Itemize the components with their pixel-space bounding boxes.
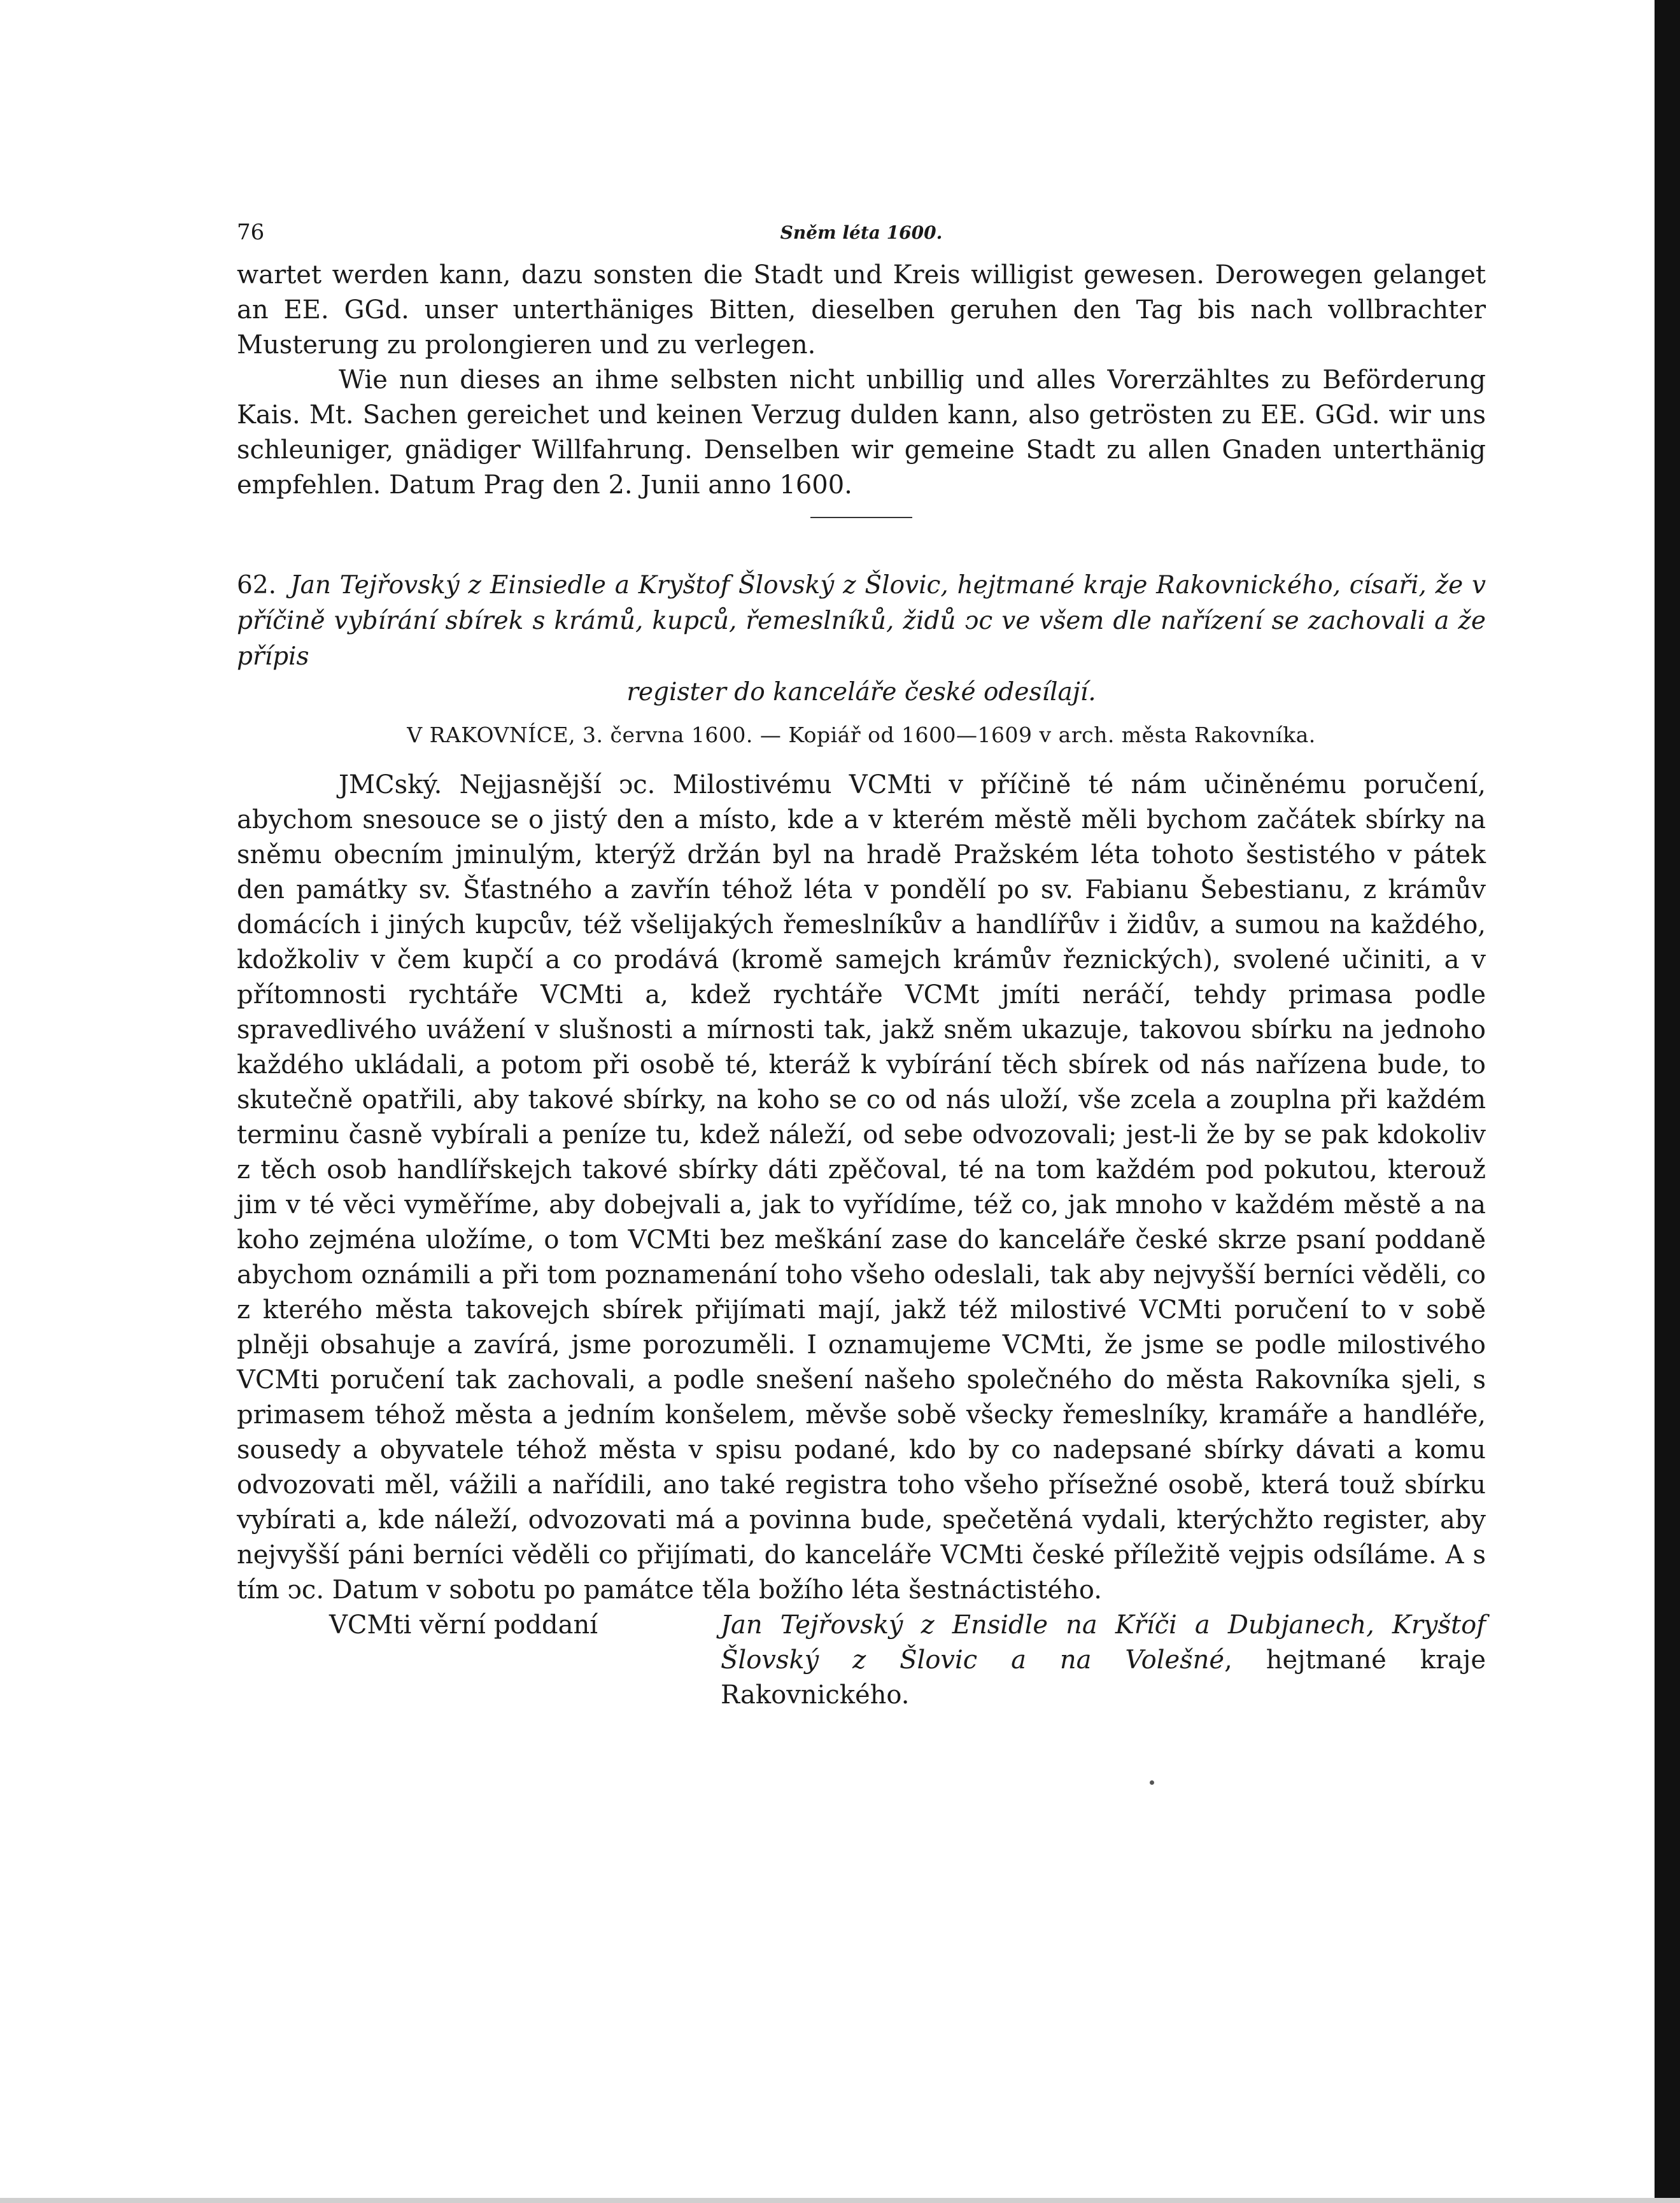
document-heading [237,568,1486,675]
scan-speck [1150,1780,1154,1785]
document-heading-last-line: register do kanceláře české odesílají. [626,678,1096,707]
page-header [237,220,1486,258]
previous-document-paragraph-2: Wie nun dieses an ihme selbsten nicht unbillig und alles Vorerzähltes zu Beförderung Kais. Mt. Sachen gereichet und keinen Verzug dulden kann, also getrösten zu EE. GGd. wir uns schleuniger, gnädiger Willfahrung. Denselben wir gemeine Stadt zu allen Gnaden unterthänig empfehlen. Datum Prag den 2. Junii anno 1600. [237,365,1486,500]
scan-border-right [1655,0,1680,2203]
book-page [237,220,1486,1710]
signature-names-italic: Jan Tejřovský z Ensidle na Kříči a Dubjanech, Kryštof Šlovský z Šlovic a na Volešné [721,1610,1486,1675]
document-source-line: V RAKOVNÍCE, 3. června 1600. — Kopiář od 1600—1609 v arch. města Rakovníka. [407,722,1316,747]
signature-title: , hejtmané kraje Rakovnického. [721,1645,1486,1710]
document-number: 62. [237,571,277,600]
signature-closing: VCMti věrní poddaní [329,1610,598,1640]
document-body: JMCský. Nejjasnější ↄc. Milostivému VCMti v příčině té nám učiněnému poručení, abychom snesouce se o jistý den a místo, kde a v kterém městě měli bychom začátek sbírky na sněmu obecním jminulým, kterýž držán byl na hradě Pražském léta tohoto šestistého v pátek den památky sv. Šťastného a zavřín téhož léta v pondělí po sv. Fabianu Šebestianu, z krámův domácích i jiných kupcův, též všelijakých řemeslníkův a handlířův i židův, a sumou na každého, kdožkoliv v čem kupčí a co prodává (kromě samejch krámův řeznických), svolené učiniti, a v přítomnosti rychtáře VCMti a, kdež rychtáře VCMt jmíti neráčí, tehdy primasa podle spravedlivého uvážení v slušnosti a mírnosti tak, jakž sněm ukazuje, takovou sbírku na jednoho každého ukládali, a potom při osobě té, kteráž k vybírání těch sbírek od nás nařízena bude, to skutečně opatřili, aby takové sbírky, na koho se co od nás uloží, vše zcela a zouplna při každém terminu časně vybírali a peníze tu, kdež náleží, od sebe odvozovali; jest-li že by se pak kdokoliv z těch osob handlířskejch takové sbírky dáti zpěčoval, té na tom každém pod pokutou, kterouž jim v té věci vyměříme, aby dobejvali a, jak to vyřídíme, též co, jak mnoho v každém městě a na koho zejména uložíme, o tom VCMti bez meškání zase do kanceláře české skrze psaní poddaně abychom oznámili a při tom poznamenání toho všeho odeslali, tak aby nejvyšší berníci věděli, co z kterého města takovejch sbírek přijímati mají, jakž též milostivé VCMti poručení to v sobě plněji obsahuje a zavírá, jsme porozuměli. I oznamujeme VCMti, že jsme se podle milostivého VCMti poručení tak zachovali, a podle snešení našeho společného do města Rakovníka sjeli, s primasem téhož města a jedním konšelem, měvše sobě všecky řemeslníky, kramáře a handléře, sousedy a obyvatele téhož města v spisu podané, kdo by co nadepsané sbírky dávati a komu odvozovati měl, vážili a nařídili, ano také registra toho všeho přísežné osobě, která touž sbírku vybírati a, kde náleží, odvozovati má a povinna bude, spečetěná vydali, kterýchžto register, aby nejvyšší páni berníci věděli co přijímati, do kanceláře VCMti české příležitě vejpis odsíláme. A s tím ↄc. Datum v sobotu po památce těla božího léta šestnáctistého. [237,770,1486,1605]
document-heading-text: Jan Tejřovský z Einsiedle a Kryštof Šlovský z Šlovic, hejtmané kraje Rakovnického, císaři, že v příčině vybírání sbírek s krámů, kupců, řemeslníků, židů ↄc ve všem dle nařízení se zachovali a že přípis [237,571,1486,671]
signature-block [237,1608,1486,1710]
previous-document-paragraph-1: wartet werden kann, dazu sonsten die Stadt und Kreis willigist gewesen. Derowegen gelanget an EE. GGd. unser unterthäniges Bitten, dieselben geruhen den Tag bis nach vollbrachter Musterung zu prolongieren und zu verlegen. [237,260,1486,360]
section-divider [810,517,912,518]
signature-names [721,1608,1486,1713]
page-number: 76 [237,220,265,245]
scan-border-bottom [0,2198,1680,2203]
running-title: Sněm léta 1600. [780,222,943,243]
